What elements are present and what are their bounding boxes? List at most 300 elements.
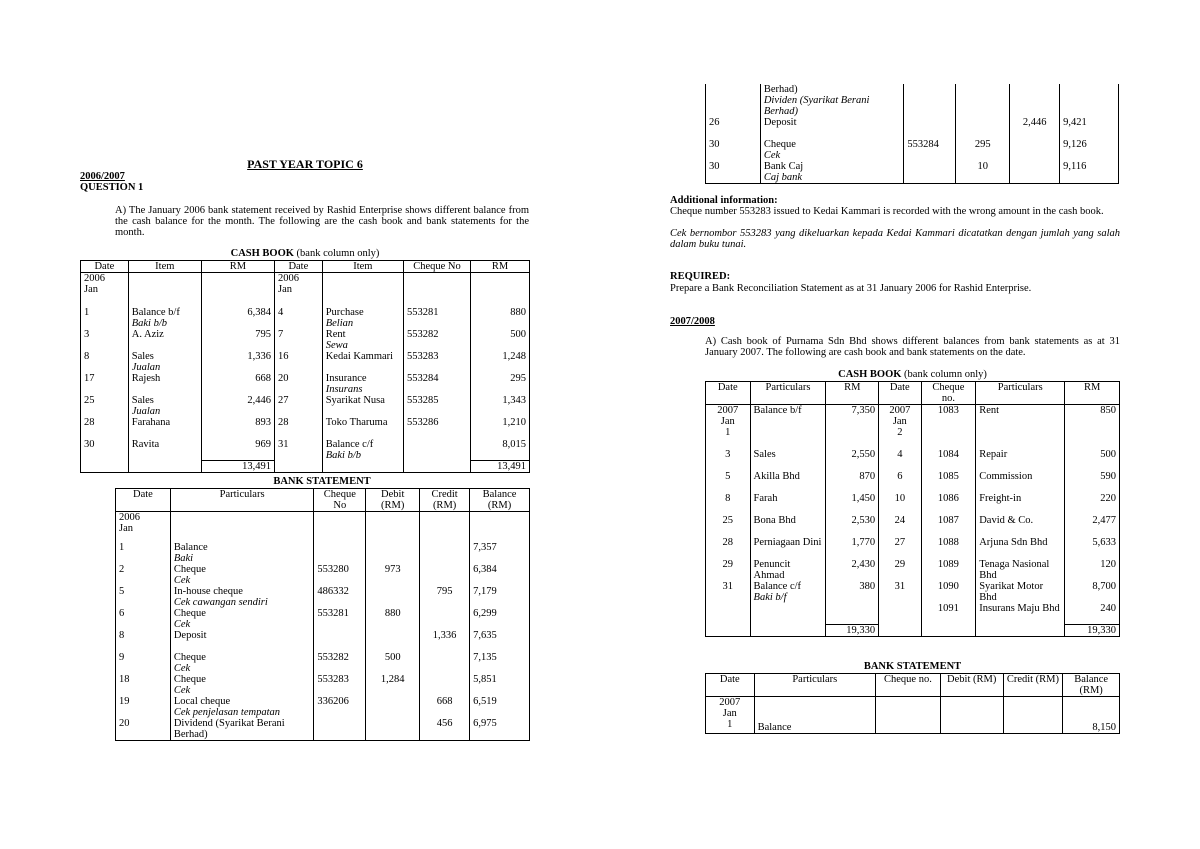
particulars-cell-text: Tenaga Nasional Bhd — [979, 558, 1050, 581]
date-cell — [81, 273, 129, 307]
amount-cell — [826, 559, 879, 581]
table-row — [706, 449, 1120, 471]
debit-cell — [956, 117, 1010, 139]
date-cell-text: 2006 Jan — [119, 512, 140, 534]
particulars-cell-text: Repair — [979, 448, 1008, 460]
item-cell-text: Sales — [131, 350, 154, 362]
amount-cell — [826, 515, 879, 537]
intro-paragraph-2: A) Cash book of Purnama Sdn Bhd shows different balances from bank statements as at 31 January 2007. The following are cash book and bank statements on the date. — [705, 336, 1120, 358]
item-cell-text: Farahana — [131, 416, 171, 428]
amount-cell — [1065, 603, 1120, 625]
cheque-cell-text: 553281 — [406, 306, 439, 318]
amount-cell — [201, 307, 274, 329]
table-row — [706, 559, 1120, 581]
particulars-cell — [750, 515, 826, 537]
date-cell — [706, 405, 751, 449]
date-cell — [706, 449, 751, 471]
additional-info-en: Cheque number 553283 issued to Kedai Kammari is recorded with the wrong amount in the cash book. — [670, 206, 1104, 217]
date-cell — [706, 515, 751, 537]
particulars-cell — [170, 542, 314, 564]
cheque-cell-text: 1084 — [937, 448, 959, 460]
amount-cell — [1065, 515, 1120, 537]
column-header: Cheque no. — [876, 674, 941, 697]
particulars-cell-subtext: Baki — [173, 552, 194, 564]
balance-cell — [470, 652, 530, 674]
item-cell — [128, 373, 201, 395]
amount-cell — [201, 395, 274, 417]
amount-cell-text: 120 — [1100, 558, 1116, 570]
particulars-cell — [170, 564, 314, 586]
particulars-cell-text: Akilla Bhd — [753, 470, 800, 482]
cheque-cell-text: 553281 — [317, 607, 349, 619]
credit-cell — [1010, 139, 1060, 161]
particulars-cell — [170, 630, 314, 652]
particulars-cell — [750, 603, 826, 625]
debit-cell-text: 295 — [974, 139, 991, 150]
additional-info-heading: Additional information: — [670, 195, 778, 206]
particulars-cell-subtext: Cek — [173, 662, 191, 674]
date-cell-text: 3 — [725, 448, 731, 460]
column-header: Cheque no. — [921, 382, 976, 405]
amount-cell-text: 1,450 — [851, 492, 876, 504]
cheque-cell-text: 1083 — [937, 405, 959, 416]
amount-cell-text: 500 — [510, 328, 526, 340]
column-header: Balance (RM) — [1063, 674, 1120, 697]
date-cell — [81, 439, 129, 461]
particulars-cell — [750, 581, 826, 603]
amount-cell — [201, 373, 274, 395]
particulars-cell — [750, 493, 826, 515]
date-cell-text: 31 — [894, 580, 906, 592]
date-cell-text: 9 — [119, 651, 125, 663]
debit-cell — [366, 674, 420, 696]
cashbook2-title-rest: (bank column only) — [901, 369, 987, 380]
item-cell-text: Ravita — [131, 438, 160, 450]
particulars-cell — [976, 471, 1065, 493]
date-cell-text: 1 — [84, 306, 90, 318]
table-row — [706, 581, 1120, 603]
amount-cell-text: 240 — [1100, 602, 1116, 614]
cheque-cell-text: 553284 — [406, 372, 439, 384]
table-row — [116, 674, 530, 696]
bank-statement-continued-table — [705, 84, 1119, 184]
column-header: Particulars — [976, 382, 1065, 405]
date-cell-text: 8 — [84, 350, 90, 362]
date-cell-text: 4 — [277, 306, 284, 318]
date-cell-text: 2 — [119, 563, 125, 575]
date-cell-text: 5 — [725, 470, 731, 482]
date-cell — [116, 652, 171, 674]
date-cell — [81, 395, 129, 417]
item-cell-text: Rent — [325, 328, 346, 340]
date-cell-text: 20 — [277, 372, 289, 384]
particulars-cell — [170, 674, 314, 696]
debit-cell — [366, 652, 420, 674]
particulars-cell-text: Cheque — [173, 651, 206, 663]
table-row — [81, 329, 530, 351]
date-cell-text: 27 — [894, 536, 906, 548]
date-cell — [116, 564, 171, 586]
amount-cell-text: 1,336 — [247, 350, 271, 362]
balance-cell — [470, 674, 530, 696]
amount-cell-text: 880 — [510, 306, 526, 318]
date-cell-text: 16 — [277, 350, 289, 362]
particulars-cell-subtext: Baki b/f — [753, 591, 787, 603]
item-cell — [322, 417, 403, 439]
credit-cell-text: 2,446 — [1022, 117, 1047, 128]
column-header: Debit (RM) — [940, 674, 1003, 697]
cheque-cell-text: 553282 — [317, 651, 349, 663]
bank-statement2-title: BANK STATEMENT — [863, 661, 962, 672]
column-header: Date — [81, 261, 129, 273]
date-cell-text: 1 — [119, 541, 125, 553]
date-cell — [116, 608, 171, 630]
date-cell-text: 5 — [119, 585, 125, 597]
table-row — [81, 307, 530, 329]
credit-cell — [1010, 84, 1060, 117]
table-row — [706, 471, 1120, 493]
particulars-cell-text: Balance — [757, 722, 792, 733]
debit-cell — [366, 586, 420, 608]
date-cell — [274, 417, 322, 439]
particulars-cell — [976, 537, 1065, 559]
table-row — [81, 417, 530, 439]
particulars-cell-text: Berhad) — [763, 84, 798, 95]
particulars-cell — [976, 449, 1065, 471]
column-header: Credit (RM) — [420, 489, 470, 512]
amount-cell-text: 795 — [255, 328, 271, 340]
balance-cell — [470, 630, 530, 652]
table-row — [81, 273, 530, 307]
particulars-cell-text: Insurans Maju Bhd — [979, 602, 1060, 614]
date-cell — [116, 674, 171, 696]
date-cell-text: 4 — [897, 448, 903, 460]
cashbook-table — [80, 260, 530, 473]
item-cell — [322, 273, 403, 307]
particulars-cell — [976, 405, 1065, 449]
particulars-cell — [170, 652, 314, 674]
date-cell-text: 28 — [84, 416, 95, 428]
particulars-cell-subtext: Cek — [173, 684, 191, 696]
item-cell — [322, 351, 403, 373]
cheque-cell-text: 336206 — [317, 695, 349, 707]
amount-cell — [471, 329, 530, 351]
amount-cell-text: 870 — [859, 470, 876, 482]
date-cell — [274, 439, 322, 461]
cheque-cell — [904, 139, 956, 161]
date-cell — [116, 542, 171, 564]
particulars-cell-text: Commission — [979, 470, 1033, 482]
credit-cell-text: 668 — [436, 695, 453, 707]
debit-cell — [366, 564, 420, 586]
date-cell-text: 6 — [897, 470, 903, 482]
table-row — [706, 84, 1119, 117]
debit-cell — [366, 696, 420, 718]
balance-cell — [470, 608, 530, 630]
credit-cell — [420, 674, 470, 696]
date-cell-text: 2006 Jan — [277, 273, 299, 295]
particulars-cell — [750, 559, 826, 581]
date-cell — [879, 581, 922, 603]
cheque-cell — [904, 161, 956, 184]
balance-cell-text: 7,179 — [473, 585, 497, 597]
table-row — [116, 696, 530, 718]
particulars-cell — [976, 559, 1065, 581]
cheque-cell — [403, 351, 470, 373]
item-cell-text: Syarikat Nusa — [325, 394, 385, 406]
cheque-cell — [403, 329, 470, 351]
date-cell-text: 30 — [709, 139, 720, 150]
particulars-cell-text: Cheque — [173, 563, 206, 575]
amount-cell — [1065, 405, 1120, 449]
item-cell-text: Balance b/f — [131, 306, 180, 318]
cheque-cell — [921, 405, 976, 449]
amount-cell-text: 500 — [1100, 448, 1116, 460]
credit-cell — [420, 718, 470, 741]
cheque-cell — [314, 718, 366, 741]
date-cell — [116, 696, 171, 718]
amount-cell-text: 850 — [1100, 405, 1116, 416]
total-cell: 19,330 — [1065, 625, 1120, 637]
amount-cell — [201, 329, 274, 351]
cheque-cell — [921, 515, 976, 537]
particulars-cell — [170, 718, 314, 741]
particulars-cell-text: Rent — [979, 405, 1000, 416]
particulars-cell-text: Balance — [173, 541, 208, 553]
amount-cell — [471, 351, 530, 373]
amount-cell-text: 1,210 — [502, 416, 526, 428]
debit-cell — [366, 630, 420, 652]
amount-cell — [826, 603, 879, 625]
particulars-cell-subtext: Cek — [173, 618, 191, 630]
particulars-cell — [170, 696, 314, 718]
cheque-cell — [403, 373, 470, 395]
particulars-cell-subtext: Cek penjelasan tempatan — [173, 706, 280, 718]
particulars-cell — [750, 405, 826, 449]
cheque-cell — [403, 439, 470, 461]
particulars-cell-subtext: Cek — [173, 574, 191, 586]
item-cell — [128, 273, 201, 307]
date-cell — [706, 84, 761, 117]
item-cell — [322, 307, 403, 329]
cheque-cell-text: 1089 — [937, 558, 959, 570]
date-cell — [81, 307, 129, 329]
date-cell — [274, 351, 322, 373]
table-row — [706, 697, 1120, 734]
amount-cell-text: 7,350 — [851, 405, 876, 416]
amount-cell-text: 2,477 — [1092, 514, 1116, 526]
amount-cell — [826, 493, 879, 515]
cheque-cell — [314, 564, 366, 586]
amount-cell — [471, 395, 530, 417]
credit-cell — [420, 608, 470, 630]
date-cell — [706, 581, 751, 603]
amount-cell-text: 380 — [859, 580, 876, 592]
item-cell-subtext: Baki b/b — [131, 317, 168, 329]
table-row — [116, 586, 530, 608]
cheque-cell-text: 553286 — [406, 416, 439, 428]
date-cell — [879, 449, 922, 471]
item-cell — [128, 329, 201, 351]
required-text: Prepare a Bank Reconciliation Statement as at 31 January 2006 for Rashid Enterprise. — [670, 283, 1032, 294]
item-cell-text: Sales — [131, 394, 154, 406]
amount-cell — [201, 351, 274, 373]
particulars-cell — [976, 603, 1065, 625]
amount-cell-text: 2,430 — [851, 558, 876, 570]
item-cell-subtext: Jualan — [131, 405, 161, 417]
particulars-cell-text: Sales — [753, 448, 776, 460]
column-header: Date — [879, 382, 922, 405]
particulars-cell — [754, 697, 875, 734]
amount-cell — [826, 471, 879, 493]
amount-cell-text: 2,446 — [247, 394, 271, 406]
cheque-cell-text: 1087 — [937, 514, 959, 526]
item-cell-text: Purchase — [325, 306, 364, 318]
total-cell: 13,491 — [201, 461, 274, 473]
table-row — [706, 537, 1120, 559]
cheque-cell — [403, 417, 470, 439]
item-cell-text: Rajesh — [131, 372, 161, 384]
credit-cell-text: 456 — [436, 717, 453, 729]
column-header: Cheque No — [403, 261, 470, 273]
amount-cell-text: 6,384 — [247, 306, 271, 318]
date-cell — [706, 161, 761, 184]
table-row — [706, 405, 1120, 449]
date-cell-text: 8 — [119, 629, 125, 641]
date-cell-text: 30 — [84, 438, 95, 450]
amount-cell-text: 1,248 — [502, 350, 526, 362]
date-cell-text: 17 — [84, 372, 95, 384]
cheque-cell-text: 553280 — [317, 563, 349, 575]
additional-info-my: Cek bernombor 553283 yang dikeluarkan kepada Kedai Kammari dicatatkan dengan jumlah yang salah dalam buku tunai. — [670, 228, 1120, 250]
balance-cell — [470, 718, 530, 741]
cheque-cell — [314, 608, 366, 630]
amount-cell — [826, 449, 879, 471]
balance-cell-text: 7,635 — [473, 629, 497, 641]
particulars-cell-text: Local cheque — [173, 695, 231, 707]
cheque-cell — [314, 512, 366, 542]
table-row — [706, 161, 1119, 184]
cheque-cell — [921, 537, 976, 559]
balance-cell-text: 6,384 — [473, 563, 497, 575]
empty-cell — [322, 461, 403, 473]
empty-cell — [976, 625, 1065, 637]
empty-cell — [706, 625, 751, 637]
particulars-cell — [760, 161, 904, 184]
balance-cell-text: 5,851 — [473, 673, 497, 685]
particulars-cell — [750, 471, 826, 493]
table-row — [81, 439, 530, 461]
item-cell — [128, 439, 201, 461]
credit-cell — [1010, 117, 1060, 139]
date-cell-text: 28 — [277, 416, 289, 428]
cheque-cell — [314, 630, 366, 652]
particulars-cell-text: Penuncit Ahmad — [753, 558, 791, 581]
item-cell — [128, 351, 201, 373]
balance-cell — [1063, 697, 1120, 734]
balance-cell — [1060, 161, 1119, 184]
date-cell — [274, 373, 322, 395]
date-cell-text: 18 — [119, 673, 130, 685]
date-cell — [879, 471, 922, 493]
date-cell — [274, 307, 322, 329]
amount-cell — [1065, 493, 1120, 515]
cheque-cell-text: 1090 — [937, 580, 959, 592]
debit-cell — [366, 718, 420, 741]
date-cell-text: 29 — [894, 558, 906, 570]
date-cell — [879, 537, 922, 559]
particulars-cell — [760, 117, 904, 139]
balance-cell — [470, 696, 530, 718]
balance-cell — [470, 512, 530, 542]
date-cell — [706, 603, 751, 625]
cheque-cell-text: 1086 — [937, 492, 959, 504]
particulars-cell — [170, 608, 314, 630]
date-cell — [879, 515, 922, 537]
debit-cell — [956, 84, 1010, 117]
item-cell-text: Kedai Kammari — [325, 350, 394, 362]
table-row — [706, 493, 1120, 515]
date-cell — [706, 559, 751, 581]
amount-cell-text: 2,530 — [851, 514, 876, 526]
item-cell — [128, 307, 201, 329]
balance-cell — [1060, 84, 1119, 117]
balance-cell — [470, 564, 530, 586]
credit-cell — [420, 652, 470, 674]
amount-cell-text: 8,700 — [1092, 580, 1116, 592]
empty-cell — [879, 625, 922, 637]
table-row — [116, 512, 530, 542]
credit-cell — [420, 696, 470, 718]
item-cell-text: Balance c/f — [325, 438, 374, 450]
date-cell — [706, 493, 751, 515]
balance-cell-text: 7,135 — [473, 651, 497, 663]
cheque-cell-text: 553284 — [907, 139, 939, 150]
date-cell — [81, 329, 129, 351]
balance-cell-text: 6,519 — [473, 695, 497, 707]
balance-cell — [470, 542, 530, 564]
cheque-cell-text: 486332 — [317, 585, 349, 597]
debit-cell — [366, 542, 420, 564]
credit-cell — [1010, 161, 1060, 184]
particulars-cell-text: Balance c/f — [753, 580, 802, 592]
item-cell — [322, 439, 403, 461]
empty-cell — [274, 461, 322, 473]
date-cell — [274, 329, 322, 351]
balance-cell-text: 8,150 — [1092, 722, 1116, 733]
item-cell — [128, 395, 201, 417]
column-header: Particulars — [754, 674, 875, 697]
cashbook2-title — [705, 369, 1120, 380]
date-cell — [116, 512, 171, 542]
column-header: Cheque No — [314, 489, 366, 512]
cheque-cell-text: 553283 — [406, 350, 439, 362]
debit-cell-text: 1,284 — [380, 673, 405, 685]
amount-cell — [826, 405, 879, 449]
particulars-cell — [750, 537, 826, 559]
date-cell — [116, 630, 171, 652]
balance-cell-text: 6,299 — [473, 607, 497, 619]
particulars-cell-text: Freight-in — [979, 492, 1022, 504]
cashbook-title-bold: CASH BOOK — [230, 248, 294, 259]
date-cell — [706, 471, 751, 493]
cheque-cell — [403, 307, 470, 329]
year-heading-2: 2007/2008 — [670, 316, 715, 327]
particulars-cell — [976, 581, 1065, 603]
balance-cell — [1060, 139, 1119, 161]
date-cell — [274, 395, 322, 417]
item-cell-subtext: Sewa — [325, 339, 348, 351]
